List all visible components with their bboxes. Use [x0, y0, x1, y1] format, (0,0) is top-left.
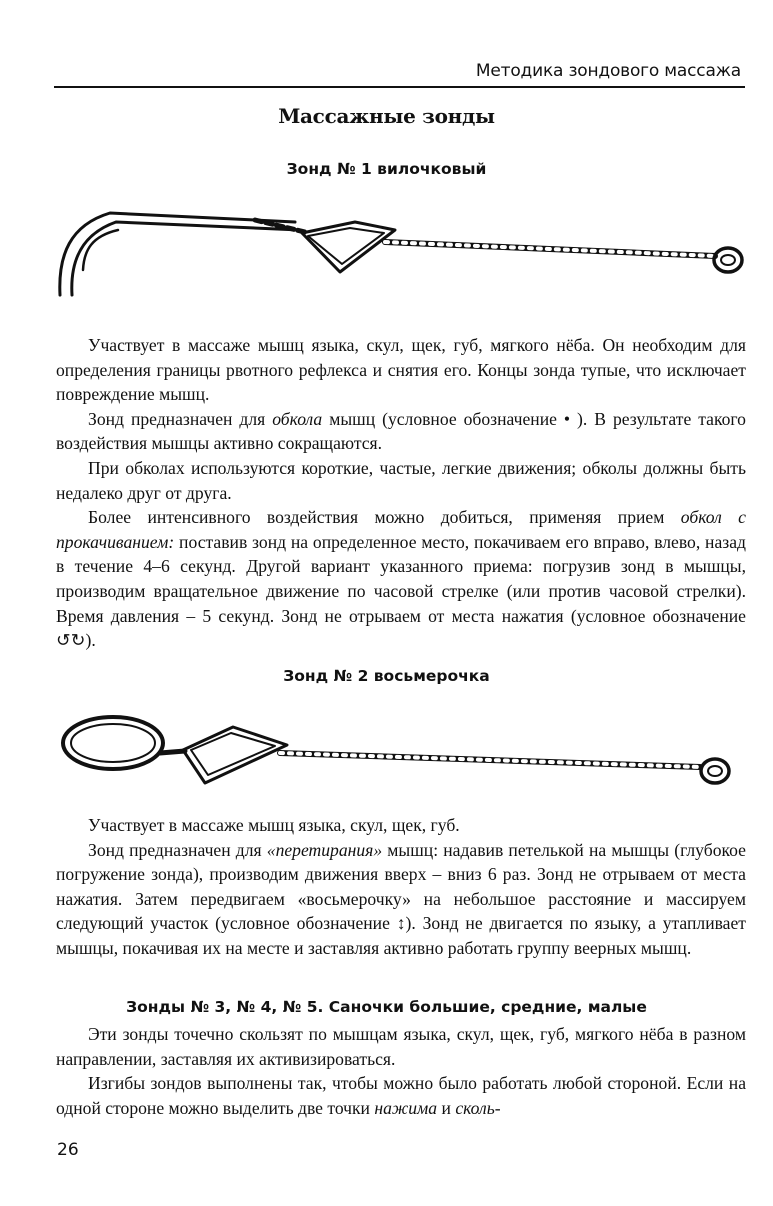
probes345-text	[56, 1022, 746, 1120]
probe1-fork-illustration	[50, 200, 750, 305]
page-title: Массажные зонды	[278, 104, 495, 128]
running-header: Методика зондового массажа	[475, 61, 741, 81]
probe1-paragraph-3: При обколах используются короткие, частые, легкие движения; обколы должны быть недалеко друг от друга.	[56, 457, 746, 503]
probes345-paragraph-2: Изгибы зондов выполнены так, чтобы можно было работать любой стороной. Если на одной стороне можно выделить две точки нажима и сколь-	[56, 1073, 746, 1118]
header-rule	[54, 86, 745, 88]
probe2-figure-eight-illustration	[55, 705, 750, 800]
probe2-paragraph-1: Участвует в массаже мышц языка, скул, щек, губ.	[88, 815, 460, 835]
probe1-paragraph-4: Более интенсивного воздействия можно добиться, применяя прием обкол с прокачиванием: поставив зонд на определенное место, покачиваем его вправо, влево, назад в течение 4–6 секунд. Другой вариант указанного приема: погрузив зонд в мышцы, производим вращательное движение по часовой стрелке (или против часовой стрелки). Время давления – 5 секунд. Зонд не отрываем от места нажатия (условное обозначение ↺↻).	[56, 507, 746, 651]
probes345-paragraph-1: Эти зонды точечно скользят по мышцам языка, скул, щек, губ, мягкого нёба в разном направлении, заставляя их активизироваться.	[56, 1024, 746, 1069]
probe1-paragraph-1: Участвует в массаже мышц языка, скул, щек, губ, мягкого нёба. Он необходим для определения границы рвотного рефлекса и снятия его. Концы зонда тупые, что исключает повреждение мышц.	[56, 335, 746, 405]
probe2-paragraph-2: Зонд предназначен для «перетирания» мышц: надавив петелькой на мышцы (глубокое погружение зонда), производим движения вверх – вниз 6 раз. Зонд не отрываем от места нажатия. Затем передвигаем «восьмерочку» на небольшое расстояние и массируем следующий участок (условное обозначение ↕). Зонд не двигается по языку, а утапливает мышцы, покачивая их на месте и заставляя активно работать группу веерных мышц.	[56, 839, 746, 958]
probe1-heading: Зонд № 1 вилочковый	[286, 160, 487, 178]
page-number: 26	[57, 1140, 79, 1160]
probe1-paragraph-2: Зонд предназначен для обкола мышц (условное обозначение • ). В результате такого воздействия мышцы активно сокращаются.	[56, 408, 746, 454]
probe2-heading: Зонд № 2 восьмерочка	[283, 667, 490, 685]
probe1-text	[56, 333, 746, 653]
probe2-text	[56, 813, 746, 961]
probes345-heading: Зонды № 3, № 4, № 5. Саночки большие, средние, малые	[126, 998, 647, 1016]
